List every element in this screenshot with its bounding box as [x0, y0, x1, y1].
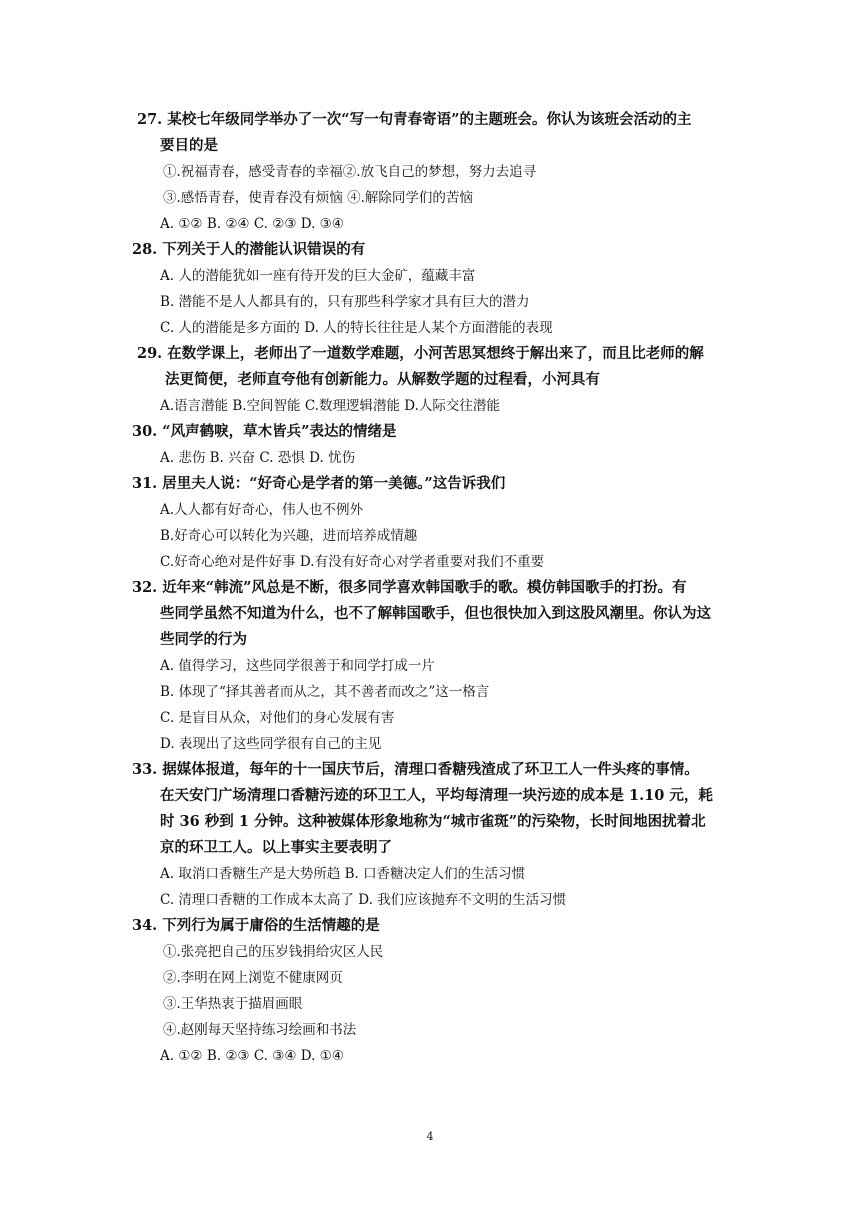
q29-answer-choices: A.语言潜能 B.空间智能 C.数理逻辑潜能 D.人际交往潜能	[160, 398, 500, 414]
q30-answer-choices: A. 悲伤 B. 兴奋 C. 恐惧 D. 忧伤	[160, 450, 356, 466]
q27-stem-line-2: 要目的是	[160, 137, 218, 154]
q33-stem-line-2: 在天安门广场清理口香糖污迹的环卫工人，平均每清理一块污迹的成本是 1.10 元，耗	[160, 787, 713, 804]
q34-option-2: ②.李明在网上浏览不健康网页	[163, 970, 343, 986]
q32-option-a: A. 值得学习，这些同学很善于和同学打成一片	[160, 658, 435, 674]
q27-stem-line-1: 27. 某校七年级同学举办了一次“写一句青春寄语”的主题班会。你认为该班会活动的主	[137, 111, 692, 128]
q28-stem-line-1: 28. 下列关于人的潜能认识错误的有	[132, 241, 366, 258]
q30-stem-line-1: 30. “风声鹤唳，草木皆兵”表达的情绪是	[132, 423, 397, 440]
q34-option-4: ④.赵刚每天坚持练习绘画和书法	[163, 1022, 357, 1038]
q34-stem-line-1: 34. 下列行为属于庸俗的生活情趣的是	[132, 917, 380, 934]
q33-stem-line-1: 33. 据媒体报道，每年的十一国庆节后，清理口香糖残渣成了环卫工人一件头疼的事情。	[132, 761, 699, 778]
q28-option-a: A. 人的潜能犹如一座有待开发的巨大金矿，蕴藏丰富	[160, 268, 476, 284]
q33-option-cd: C. 清理口香糖的工作成本太高了 D. 我们应该抛弃不文明的生活习惯	[160, 892, 567, 908]
q32-stem-line-2: 些同学虽然不知道为什么，也不了解韩国歌手，但也很快加入到这股风潮里。你认为这	[160, 605, 711, 622]
q27-answer-choices: A. ①② B. ②④ C. ②③ D. ③④	[160, 216, 344, 232]
q34-option-1: ①.张亮把自己的压岁钱捐给灾区人民	[163, 944, 384, 960]
q29-stem-line-1: 29. 在数学课上，老师出了一道数学难题，小河苦思冥想终于解出来了，而且比老师的解	[137, 345, 704, 362]
q32-option-b: B. 体现了“择其善者而从之，其不善者而改之”这一格言	[160, 684, 490, 700]
q32-option-d: D. 表现出了这些同学很有自己的主见	[160, 736, 382, 752]
q31-option-cd: C.好奇心绝对是件好事 D.有没有好奇心对学者重要对我们不重要	[160, 554, 545, 570]
q33-option-ab: A. 取消口香糖生产是大势所趋 B. 口香糖决定人们的生活习惯	[160, 866, 526, 882]
q32-stem-line-1: 32. 近年来“韩流”风总是不断，很多同学喜欢韩国歌手的歌。模仿韩国歌手的打扮。有	[132, 579, 687, 596]
q33-stem-line-4: 京的环卫工人。以上事实主要表明了	[160, 839, 392, 856]
q33-stem-line-3: 时 36 秒到 1 分钟。这种被媒体形象地称为“城市雀斑”的污染物，长时间地困扰着北	[160, 813, 706, 830]
q31-option-a: A.人人都有好奇心，伟人也不例外	[160, 502, 364, 518]
page-number: 4	[426, 1130, 434, 1143]
q34-answer-choices: A. ①② B. ②③ C. ③④ D. ①④	[160, 1048, 344, 1064]
q34-option-3: ③.王华热衷于描眉画眼	[163, 996, 303, 1012]
q27-option-2: ③.感悟青春，使青春没有烦恼 ④.解除同学们的苦恼	[163, 190, 473, 206]
q32-stem-line-3: 些同学的行为	[160, 631, 247, 648]
q32-option-c: C. 是盲目从众，对他们的身心发展有害	[160, 710, 395, 726]
q28-option-b: B. 潜能不是人人都具有的，只有那些科学家才具有巨大的潜力	[160, 294, 530, 310]
q31-stem-line-1: 31. 居里夫人说：“好奇心是学者的第一美德。”这告诉我们	[132, 475, 506, 492]
q29-stem-line-2: 法更简便，老师直夸他有创新能力。从解数学题的过程看，小河具有	[165, 371, 600, 388]
q27-option-1: ①.祝福青春，感受青春的幸福②.放飞自己的梦想，努力去追寻	[163, 164, 537, 180]
q28-option-cd: C. 人的潜能是多方面的 D. 人的特长往往是人某个方面潜能的表现	[160, 320, 553, 336]
q31-option-b: B.好奇心可以转化为兴趣，进而培养成情趣	[160, 528, 418, 544]
